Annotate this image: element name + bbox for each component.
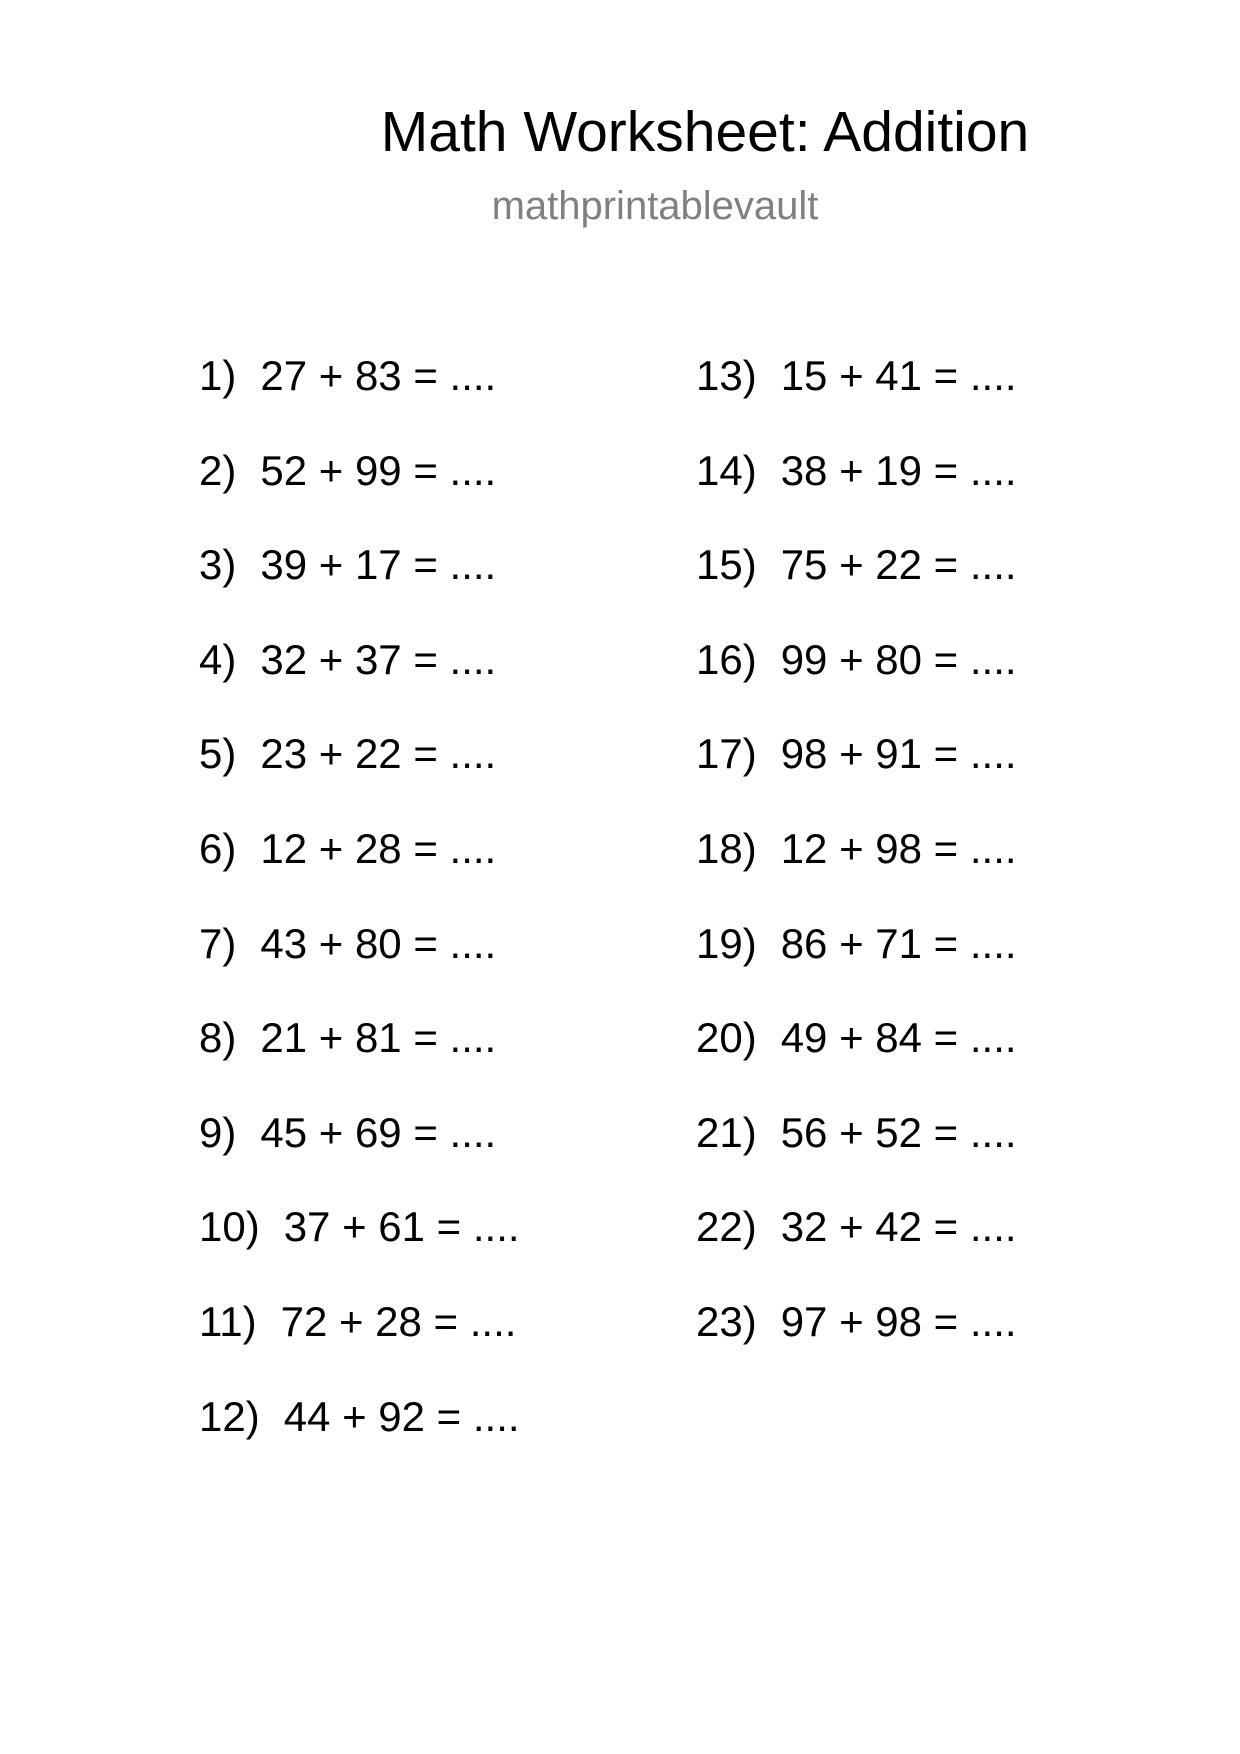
problem-number: 9) xyxy=(199,1108,237,1156)
problem-item xyxy=(696,1203,1017,1298)
problem-number: 23) xyxy=(696,1297,757,1345)
problem-expression: 98 + 91 = .... xyxy=(780,730,1017,778)
problem-number: 13) xyxy=(696,352,757,399)
problem-item xyxy=(696,825,1017,920)
problem-expression: 32 + 37 = .... xyxy=(260,635,497,683)
problem-expression: 75 + 22 = .... xyxy=(780,541,1017,589)
problem-item xyxy=(696,1109,1017,1204)
problem-item xyxy=(199,1203,520,1298)
problem-expression: 45 + 69 = .... xyxy=(260,1108,497,1156)
problem-item xyxy=(199,1109,520,1204)
problem-item xyxy=(199,1298,520,1393)
problem-item xyxy=(696,541,1017,636)
problem-item xyxy=(199,920,520,1015)
problem-expression: 49 + 84 = .... xyxy=(780,1014,1017,1062)
problem-item xyxy=(199,447,520,542)
problem-number: 4) xyxy=(199,635,237,683)
problem-number: 19) xyxy=(696,919,757,967)
problem-number: 6) xyxy=(199,824,237,872)
problem-expression: 37 + 61 = .... xyxy=(283,1203,520,1251)
problem-expression: 52 + 99 = .... xyxy=(260,446,497,494)
problem-expression: 86 + 71 = .... xyxy=(780,919,1017,967)
problem-number: 21) xyxy=(696,1108,757,1156)
problem-number: 15) xyxy=(696,541,757,589)
problem-expression: 32 + 42 = .... xyxy=(780,1203,1017,1251)
problem-expression: 44 + 92 = .... xyxy=(283,1392,520,1440)
problem-item xyxy=(696,447,1017,542)
problem-column-left xyxy=(199,352,520,1487)
problem-item xyxy=(696,1014,1017,1109)
problem-expression: 21 + 81 = .... xyxy=(260,1014,497,1062)
problem-expression: 15 + 41 = .... xyxy=(780,352,1017,399)
problem-item xyxy=(199,352,520,447)
problem-item xyxy=(696,352,1017,447)
problem-expression: 56 + 52 = .... xyxy=(780,1108,1017,1156)
problem-number: 22) xyxy=(696,1203,757,1251)
problem-expression: 12 + 98 = .... xyxy=(780,824,1017,872)
problem-item xyxy=(696,636,1017,731)
problem-column-right xyxy=(696,352,1017,1393)
problem-expression: 38 + 19 = .... xyxy=(780,446,1017,494)
problem-number: 5) xyxy=(199,730,237,778)
problem-item xyxy=(199,730,520,825)
problem-expression: 97 + 98 = .... xyxy=(780,1297,1017,1345)
problem-number: 17) xyxy=(696,730,757,778)
problem-item xyxy=(696,920,1017,1015)
problem-item xyxy=(696,1298,1017,1393)
problem-number: 20) xyxy=(696,1014,757,1062)
problem-expression: 39 + 17 = .... xyxy=(260,541,497,589)
problem-number: 14) xyxy=(696,446,757,494)
problem-expression: 23 + 22 = .... xyxy=(260,730,497,778)
problem-item xyxy=(199,1393,520,1488)
worksheet-subtitle: mathprintablevault xyxy=(491,184,819,228)
problem-expression: 12 + 28 = .... xyxy=(260,824,497,872)
problem-number: 2) xyxy=(199,446,237,494)
problem-expression: 72 + 28 = .... xyxy=(280,1297,517,1345)
problem-number: 3) xyxy=(199,541,237,589)
worksheet-title: Math Worksheet: Addition xyxy=(380,100,1030,164)
problem-item xyxy=(199,541,520,636)
problem-number: 16) xyxy=(696,635,757,683)
problem-number: 12) xyxy=(199,1392,260,1440)
problem-number: 18) xyxy=(696,824,757,872)
problem-item xyxy=(199,1014,520,1109)
problem-number: 7) xyxy=(199,919,237,967)
problem-item xyxy=(199,636,520,731)
problem-expression: 43 + 80 = .... xyxy=(260,919,497,967)
problem-number: 10) xyxy=(199,1203,260,1251)
problem-item xyxy=(696,730,1017,825)
problem-number: 11) xyxy=(199,1297,257,1345)
problem-expression: 99 + 80 = .... xyxy=(780,635,1017,683)
problem-expression: 27 + 83 = .... xyxy=(260,352,497,399)
problem-number: 8) xyxy=(199,1014,237,1062)
problem-item xyxy=(199,825,520,920)
problem-number: 1) xyxy=(199,352,237,399)
